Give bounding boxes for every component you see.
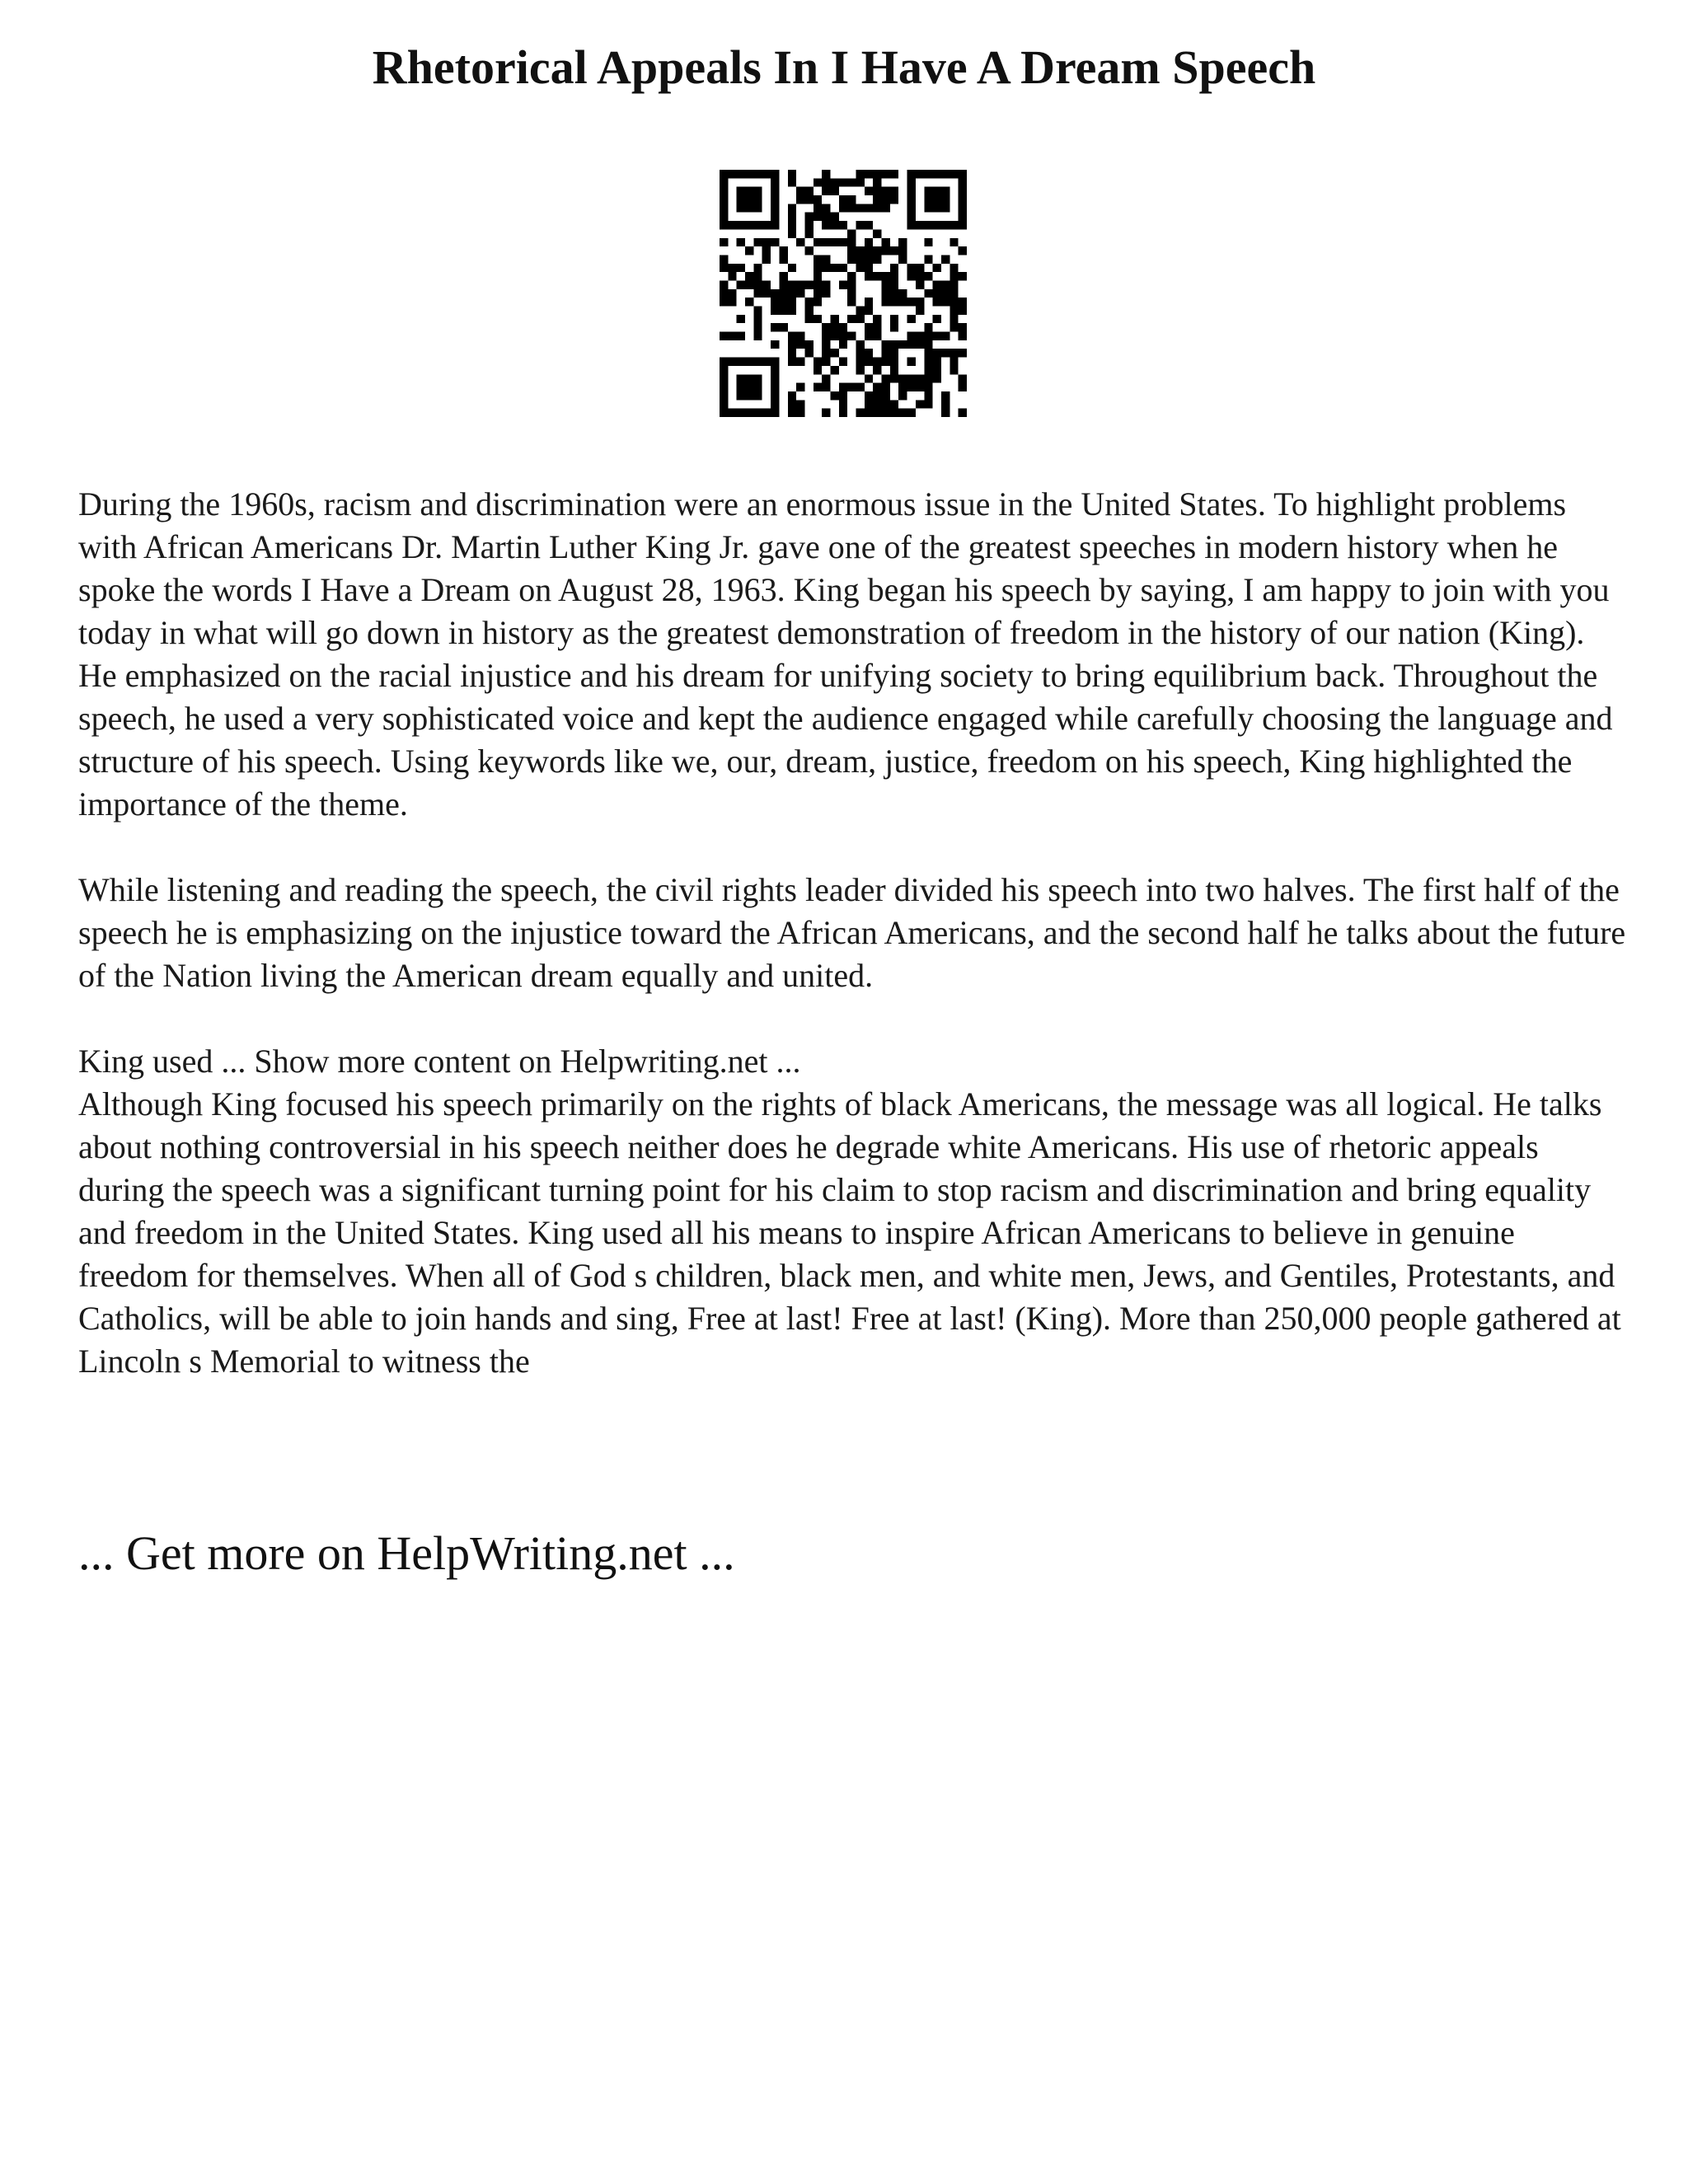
paragraph-logical-appeal: Although King focused his speech primarily on the rights of black Americans, the message was all logical. He talks about nothing controversial in his speech neither does he degrade white Americans. His use of rhetoric appeals during the speech was a significant turning point for his claim to stop racism and discrimination and bring equality and freedom in the United States. King used all his means to inspire African Americans to believe in genuine freedom for themselves. When all of God s children, black men, and white men, Jews, and Gentiles, Protestants, and Catholics, will be able to join hands and sing, Free at last! Free at last! (King). More than 250,000 people gathered at Lincoln s Memorial to witness the [78, 1085, 1621, 1380]
paragraph-intro: During the 1960s, racism and discrimination were an enormous issue in the United States. To highlight problems with African Americans Dr. Martin Luther King Jr. gave one of the greatest speeches in modern history when he spoke the words I Have a Dream on August 28, 1963. King began his speech by saying, I am happy to join with you today in what will go down in history as the greatest demonstration of freedom in the history of our nation (King). He emphasized on the racial injustice and his dream for unifying society to bring equilibrium back. Throughout the speech, he used a very sophisticated voice and kept the audience engaged while carefully choosing the language and structure of his speech. Using keywords like we, our, dream, justice, freedom on his speech, King highlighted the importance of the theme. [78, 485, 1613, 823]
show-more-link[interactable]: King used ... Show more content on Helpwriting.net ... [78, 1043, 801, 1080]
get-more-link[interactable]: ... Get more on HelpWriting.net ... [78, 1526, 735, 1580]
qr-code-icon [720, 170, 967, 417]
paragraph-two-halves: While listening and reading the speech, the civil rights leader divided his speech into two halves. The first half of the speech he is emphasizing on the injustice toward the African Americans, and the second half he talks about the future of the Nation living the American dream equally and united. [78, 871, 1626, 994]
document-body [78, 483, 1628, 1383]
document-title: Rhetorical Appeals In I Have A Dream Speech [372, 40, 1316, 94]
qr-code-graphic [720, 170, 967, 417]
